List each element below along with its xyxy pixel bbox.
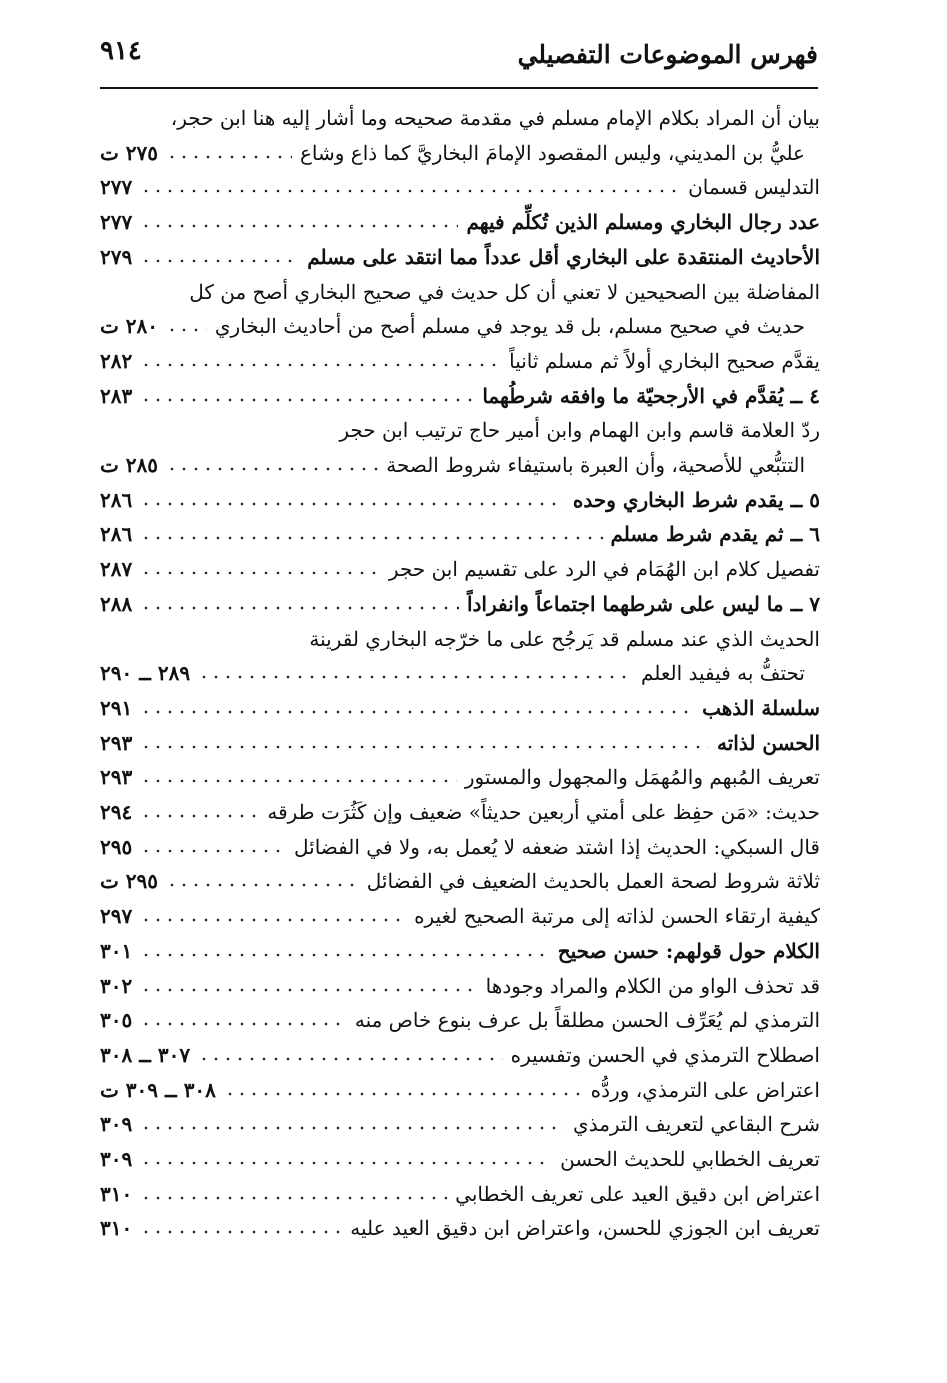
index-entry bbox=[100, 412, 820, 444]
dot-leader bbox=[140, 1160, 552, 1166]
index-entry bbox=[100, 308, 805, 340]
entry-page-number: ٢٨٢ bbox=[100, 348, 133, 373]
index-entry bbox=[100, 1176, 820, 1208]
dot-leader bbox=[140, 570, 381, 576]
entry-page-number: ٢٩٧ bbox=[100, 904, 133, 929]
index-entry bbox=[100, 169, 820, 201]
entry-page-number: ٣١٠ bbox=[100, 1181, 133, 1206]
entry-text: تعريف المُبهم والمُهمَل والمجهول والمستور bbox=[464, 765, 820, 790]
entry-text: بيان أن المراد بكلام الإمام مسلم في مقدمة صحيحه وما أشار إليه هنا ابن حجر، bbox=[170, 106, 820, 130]
index-entry bbox=[100, 274, 820, 306]
dot-leader bbox=[140, 778, 457, 784]
index-entry bbox=[100, 516, 820, 548]
page-header bbox=[100, 30, 818, 90]
entry-page-number: ٣١٠ bbox=[100, 1216, 133, 1241]
index-entry bbox=[100, 1072, 820, 1104]
index-entry bbox=[100, 933, 820, 965]
dot-leader bbox=[140, 397, 474, 403]
entry-text: اصطلاح الترمذي في الحسن وتفسيره bbox=[510, 1042, 820, 1067]
entry-text: اعتراض ابن دقيق العيد على تعريف الخطابي bbox=[455, 1181, 820, 1206]
dot-leader bbox=[140, 1021, 347, 1027]
running-title: فهرس الموضوعات التفصيلي bbox=[517, 40, 818, 69]
entry-text: اعتراض على الترمذي، وردُّه bbox=[590, 1077, 820, 1102]
index-entry bbox=[100, 1210, 820, 1242]
dot-leader bbox=[140, 987, 477, 993]
entry-text: الكلام حول قولهم: حسن صحيح bbox=[557, 938, 820, 963]
entry-text: تحتفُّ به فيفيد العلم bbox=[640, 661, 805, 686]
dot-leader bbox=[140, 605, 459, 611]
dot-leader bbox=[140, 362, 501, 368]
index-entry bbox=[100, 968, 820, 1000]
index-entry bbox=[100, 482, 820, 514]
index-entry bbox=[100, 204, 820, 236]
dot-leader bbox=[166, 327, 207, 333]
entry-page-number: ٢٨٣ bbox=[100, 383, 133, 408]
dot-leader bbox=[198, 674, 633, 680]
index-entry bbox=[100, 690, 820, 722]
dot-leader bbox=[140, 952, 550, 958]
index-entry bbox=[100, 621, 820, 653]
entry-text: التتبُّعي للأصحية، وأن العبرة باستيفاء شروط الصحة bbox=[386, 453, 805, 477]
entry-page-number: ٢٩٤ bbox=[100, 800, 133, 824]
entry-text: ٦ ــ ثم يقدم شرط مسلم bbox=[610, 522, 820, 547]
entry-text: سلسلة الذهب bbox=[702, 695, 820, 720]
entry-page-number: ٢٨٩ ــ ٢٩٠ bbox=[100, 661, 191, 686]
entry-text: عدد رجال البخاري ومسلم الذين تُكلِّم فيهم bbox=[466, 210, 820, 235]
entry-page-number: ٢٩١ bbox=[100, 695, 133, 720]
dot-leader bbox=[224, 1091, 583, 1097]
index-entry bbox=[100, 100, 820, 132]
entry-text: شرح البقاعي لتعريف الترمذي bbox=[573, 1112, 820, 1137]
entry-page-number: ٢٩٣ bbox=[100, 730, 133, 755]
dot-leader bbox=[140, 1195, 447, 1201]
index-entry bbox=[100, 863, 820, 895]
entry-page-number: ٣٠١ bbox=[100, 938, 133, 963]
entry-text: الترمذي لم يُعَرِّف الحسن مطلقاً بل عرف بنوع خاص منه bbox=[354, 1008, 820, 1033]
page-number: ٩١٤ bbox=[100, 36, 142, 66]
entry-page-number: ٣٠٨ ــ ٣٠٩ ت bbox=[100, 1077, 216, 1102]
dot-leader bbox=[140, 258, 299, 264]
entry-text: تعريف الخطابي للحديث الحسن bbox=[560, 1147, 820, 1171]
dot-leader bbox=[166, 154, 292, 160]
dot-leader bbox=[140, 501, 565, 507]
entry-page-number: ٢٩٥ bbox=[100, 834, 133, 859]
index-entry bbox=[100, 586, 820, 618]
index-entry bbox=[100, 655, 805, 687]
dot-leader bbox=[140, 1229, 342, 1235]
entry-page-number: ٢٨٥ ت bbox=[100, 453, 159, 477]
dot-leader bbox=[166, 466, 378, 472]
entry-page-number: ٣٠٩ bbox=[100, 1112, 133, 1137]
index-entry bbox=[100, 725, 820, 757]
entry-text: ٥ ــ يقدم شرط البخاري وحده bbox=[572, 487, 820, 512]
index-entry bbox=[100, 898, 820, 930]
entry-text: قد تحذف الواو من الكلام والمراد وجودها bbox=[485, 973, 820, 998]
entry-text: التدليس قسمان bbox=[688, 175, 820, 200]
index-entry bbox=[100, 794, 820, 826]
header-rule bbox=[100, 87, 818, 89]
index-entry bbox=[100, 378, 820, 410]
entry-text: حديث في صحيح مسلم، بل قد يوجد في مسلم أصح من أحاديث البخاري bbox=[214, 314, 805, 339]
dot-leader bbox=[140, 1125, 565, 1131]
entry-page-number: ٣٠٧ ــ ٣٠٨ bbox=[100, 1042, 191, 1067]
index-entry bbox=[100, 829, 820, 861]
index-entry bbox=[100, 135, 805, 167]
entry-page-number: ٢٩٥ ت bbox=[100, 869, 159, 894]
entry-text: عليُّ بن المديني، وليس المقصود الإمامَ البخاريَّ كما ذاع وشاع bbox=[299, 140, 805, 165]
entry-page-number: ٢٨٠ ت bbox=[100, 314, 159, 339]
entry-page-number: ٢٧٩ bbox=[100, 244, 133, 269]
dot-leader bbox=[140, 848, 286, 854]
entry-text: ٤ ــ يُقدَّم في الأرجحيّة ما وافقه شرطُهما bbox=[482, 383, 820, 408]
index-entry bbox=[100, 1106, 820, 1138]
dot-leader bbox=[140, 188, 680, 194]
entry-text: حديث: «مَن حفِظ على أمتي أربعين حديثاً» ضعيف وإن كَثُرَت طرقه bbox=[267, 800, 820, 824]
index-entry bbox=[100, 551, 820, 583]
entry-text: يقدَّم صحيح البخاري أولاً ثم مسلم ثانياً bbox=[509, 348, 820, 373]
entry-text: ٧ ــ ما ليس على شرطهما اجتماعاً وانفراداً bbox=[466, 591, 820, 616]
dot-leader bbox=[166, 882, 359, 888]
index-entry bbox=[100, 343, 820, 375]
entry-page-number: ٢٧٥ ت bbox=[100, 140, 159, 165]
entry-page-number: ٢٧٧ bbox=[100, 175, 133, 200]
dot-leader bbox=[140, 223, 458, 229]
entry-page-number: ٢٩٣ bbox=[100, 765, 133, 790]
entry-text: المفاضلة بين الصحيحين لا تعني أن كل حديث في صحيح البخاري أصح من كل bbox=[189, 279, 820, 304]
entry-text: الحسن لذاته bbox=[716, 730, 820, 755]
entry-page-number: ٣٠٢ bbox=[100, 973, 133, 998]
entry-text: كيفية ارتقاء الحسن لذاته إلى مرتبة الصحيح لغيره bbox=[414, 904, 820, 929]
index-entry bbox=[100, 1002, 820, 1034]
dot-leader bbox=[140, 744, 709, 750]
dot-leader bbox=[140, 813, 259, 819]
entry-text: قال السبكي: الحديث إذا اشتد ضعفه لا يُعمل به، ولا في الفضائل bbox=[294, 834, 820, 859]
entry-page-number: ٢٧٧ bbox=[100, 210, 133, 235]
dot-leader bbox=[140, 709, 694, 715]
entry-page-number: ٢٨٨ bbox=[100, 591, 133, 616]
entry-text: تعريف ابن الجوزي للحسن، واعتراض ابن دقيق العيد عليه bbox=[350, 1216, 820, 1241]
index-entry bbox=[100, 759, 820, 791]
dot-leader bbox=[140, 917, 406, 923]
index-entry bbox=[100, 1037, 820, 1069]
index-entry bbox=[100, 239, 820, 271]
entry-page-number: ٢٨٦ bbox=[100, 487, 133, 512]
entry-page-number: ٣٠٩ bbox=[100, 1147, 133, 1171]
index-entry bbox=[100, 1141, 820, 1173]
entry-page-number: ٢٨٧ bbox=[100, 557, 133, 582]
entry-page-number: ٢٨٦ bbox=[100, 522, 133, 547]
entry-text: الأحاديث المنتقدة على البخاري أقل عدداً مما انتقد على مسلم bbox=[307, 244, 820, 269]
entry-text: الحديث الذي عند مسلم قد يَرجُح على ما خرّجه البخاري لقرينة bbox=[309, 626, 820, 651]
dot-leader bbox=[140, 535, 602, 541]
entry-page-number: ٣٠٥ bbox=[100, 1008, 133, 1033]
dot-leader bbox=[198, 1056, 502, 1062]
entry-text: ثلاثة شروط لصحة العمل بالحديث الضعيف في الفضائل bbox=[366, 869, 820, 894]
index-entry bbox=[100, 447, 805, 479]
entry-text: ردّ العلامة قاسم وابن الهمام وابن أمير حاج ترتيب ابن حجر bbox=[339, 418, 820, 443]
entry-text: تفصيل كلام ابن الهُمَام في الرد على تقسيم ابن حجر bbox=[388, 557, 820, 582]
